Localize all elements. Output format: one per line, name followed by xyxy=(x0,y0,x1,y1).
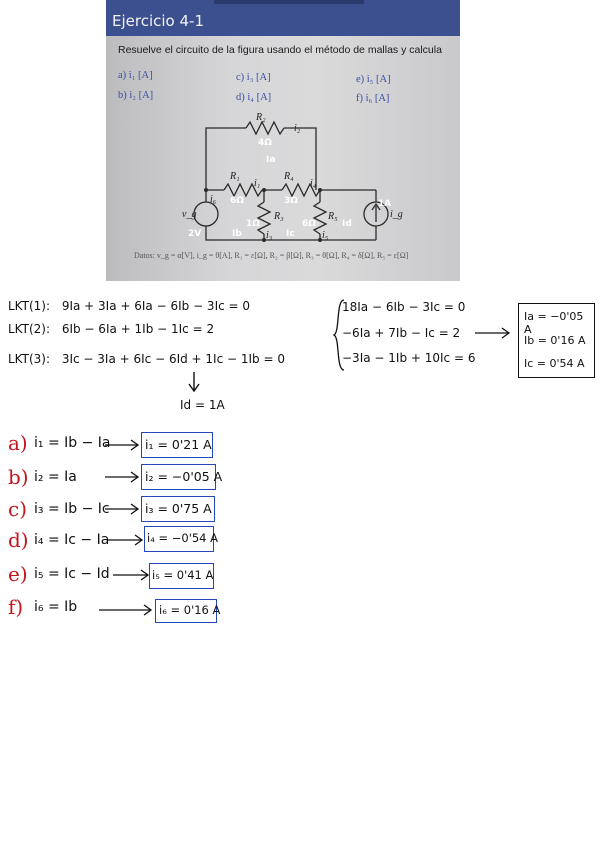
answer-c-expr: i₃ = Ib − Ic xyxy=(34,501,110,517)
answer-d-value: i₄ = −0'54 A xyxy=(147,531,219,545)
lkt-2-label: LKT(2): xyxy=(8,322,50,336)
label-i5: i₅ xyxy=(322,230,329,241)
hw-vg-val: 2V xyxy=(188,229,202,239)
answer-c-box xyxy=(141,496,215,522)
answer-b-arrow-icon xyxy=(104,470,142,484)
answer-f-expr: i₆ = Ib xyxy=(34,599,78,615)
lkt-3-label: LKT(3): xyxy=(8,352,50,366)
answer-f-box xyxy=(155,599,221,623)
system-eq-3: −3Ia − 1Ib + 10Ic = 6 xyxy=(342,351,476,365)
hw-mesh-a: Ia xyxy=(266,155,276,165)
lkt-3-eq: 3Ic − 3Ia + 6Ic − 6Id + 1Ic − 1Ib = 0 xyxy=(61,352,285,366)
problem-photo xyxy=(106,0,460,281)
answer-f-letter: f) xyxy=(8,595,24,619)
option-f: f) i₆ [A] xyxy=(356,93,390,104)
label-r5: R₅ xyxy=(328,211,338,222)
answer-c-arrow-icon xyxy=(104,502,142,516)
system-eq-2: −6Ia + 7Ib − Ic = 2 xyxy=(342,326,461,340)
label-r4: R₄ xyxy=(284,171,294,182)
answer-b-letter: b) xyxy=(8,465,29,489)
hw-r3-val: 1Ω xyxy=(246,219,260,229)
hw-mesh-b: Ib xyxy=(232,229,242,239)
label-i3: i₃ xyxy=(266,230,273,241)
lkt-2 xyxy=(8,322,214,336)
answer-e-value: i₅ = 0'41 A xyxy=(152,568,214,582)
answer-a-value: i₁ = 0'21 A xyxy=(145,437,212,452)
answer-a-arrow-icon xyxy=(104,438,142,452)
label-i1: i₁ xyxy=(254,178,261,189)
answer-b-box xyxy=(141,464,223,490)
option-a: a) i₁ [A] xyxy=(118,70,153,81)
hw-r2-val: 4Ω xyxy=(258,138,272,148)
id-result: Id = 1A xyxy=(180,398,225,412)
answer-d-letter: d) xyxy=(8,528,29,552)
label-i2: i₂ xyxy=(294,123,301,134)
label-vg: v_g xyxy=(182,209,197,220)
option-e: e) i₅ [A] xyxy=(356,74,391,85)
answer-b-expr: i₂ = Ia xyxy=(34,469,77,485)
option-b: b) i₂ [A] xyxy=(118,90,154,101)
hw-ig-val: 1A xyxy=(378,199,392,209)
answer-e-arrow-icon xyxy=(112,568,152,582)
option-d: d) i₄ [A] xyxy=(236,92,272,103)
result-ib: Ib = 0'16 A xyxy=(524,334,586,347)
answer-e-letter: e) xyxy=(8,562,28,586)
lkt-1 xyxy=(8,299,250,313)
answer-a-box xyxy=(141,432,213,458)
answer-a-expr: i₁ = Ib − Ia xyxy=(34,435,111,451)
circuit-diagram xyxy=(106,0,460,281)
answer-f-value: i₆ = 0'16 A xyxy=(159,603,221,617)
lkt-2-eq: 6Ib − 6Ia + 1Ib − 1Ic = 2 xyxy=(61,322,215,336)
answer-d-expr: i₄ = Ic − Ia xyxy=(34,532,110,548)
lkt-3 xyxy=(8,352,285,366)
answer-c-letter: c) xyxy=(8,497,28,521)
option-c: c) i₃ [A] xyxy=(236,72,271,83)
label-i6: i₆ xyxy=(210,194,217,205)
label-i4: i₄ xyxy=(310,178,317,189)
problem-statement: Resuelve el circuito de la figura usando el método de mallas y calcula xyxy=(118,44,442,56)
answer-d-arrow-icon xyxy=(106,533,146,547)
hw-r4-val: 3Ω xyxy=(284,196,298,206)
label-r3: R₃ xyxy=(274,211,284,222)
problem-data: Datos: v_g = α[V], i_g = θ[A], R₁ = ε[Ω], R₂ = β[Ω], R₃ = θ[Ω], R₄ = δ[Ω], R₅ = ε[Ω] xyxy=(134,251,409,260)
results-box xyxy=(518,303,595,378)
lkt-1-eq: 9Ia + 3Ia + 6Ia − 6Ib − 3Ic = 0 xyxy=(61,299,251,313)
answer-f-arrow-icon xyxy=(98,603,156,617)
answer-e-box xyxy=(149,563,214,589)
hw-mesh-d: Id xyxy=(342,219,352,229)
hw-r5-val: 6Ω xyxy=(302,219,316,229)
answer-a-letter: a) xyxy=(8,431,28,455)
right-arrow-icon xyxy=(474,326,512,340)
lkt-1-label: LKT(1): xyxy=(8,299,50,313)
answer-b-value: i₂ = −0'05 A xyxy=(145,469,223,484)
result-ic: Ic = 0'54 A xyxy=(524,357,585,370)
down-arrow-icon xyxy=(186,370,202,394)
answer-e-expr: i₅ = Ic − Id xyxy=(34,566,110,582)
hw-r1-val: 6Ω xyxy=(230,196,244,206)
answer-d-box xyxy=(144,526,219,552)
label-r2: R₂ xyxy=(256,112,266,123)
hw-mesh-c: Ic xyxy=(286,229,295,239)
result-ia: Ia = −0'05 A xyxy=(524,310,584,336)
system-eq-1: 18Ia − 6Ib − 3Ic = 0 xyxy=(342,300,466,314)
answer-c-value: i₃ = 0'75 A xyxy=(145,501,212,516)
label-r1: R₁ xyxy=(230,171,240,182)
label-ig: i_g xyxy=(390,209,403,220)
problem-title: Ejercicio 4-1 xyxy=(112,12,204,30)
